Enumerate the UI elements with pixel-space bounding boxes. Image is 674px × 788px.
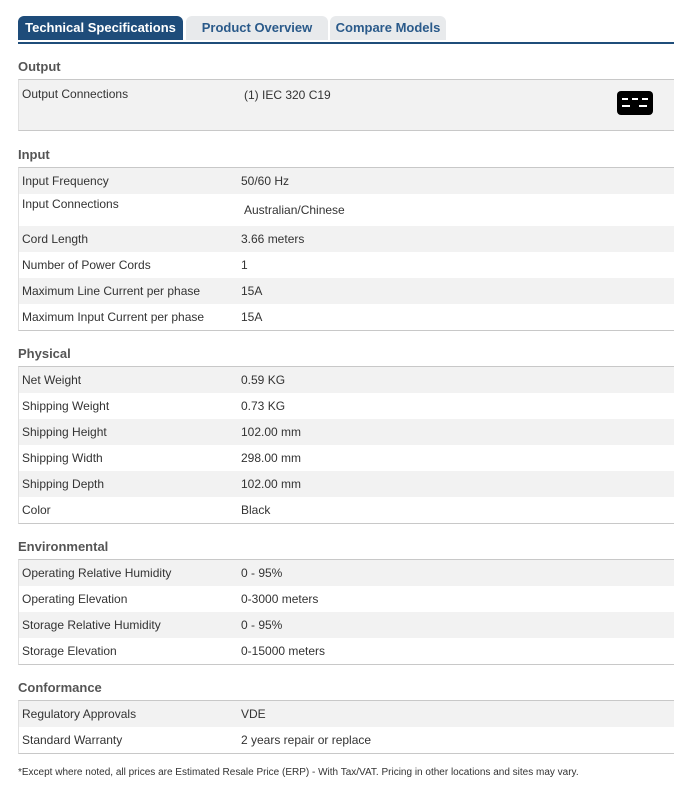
spec-value: 15A	[241, 284, 263, 298]
spec-label: Maximum Input Current per phase	[22, 310, 205, 324]
spec-label: Operating Elevation	[22, 592, 128, 606]
spec-row-storage-humidity	[19, 612, 674, 638]
spec-value: 1	[241, 258, 248, 272]
environmental-table	[18, 559, 674, 665]
spec-label: Shipping Height	[22, 425, 107, 439]
spec-row-number-of-power-cords	[19, 252, 674, 278]
spec-label: Operating Relative Humidity	[22, 566, 172, 580]
spec-value: 0.73 KG	[241, 399, 286, 413]
iec-c19-outlet-icon	[617, 91, 653, 115]
spec-value: Australian/Chinese	[244, 203, 345, 217]
spec-value: 2 years repair or replace	[241, 733, 372, 747]
section-title-input: Input	[18, 147, 50, 162]
input-table	[18, 167, 674, 331]
spec-label: Storage Elevation	[22, 644, 117, 658]
spec-row-standard-warranty	[19, 727, 674, 753]
tab-bar	[18, 16, 674, 44]
spec-value: 0 - 95%	[241, 618, 283, 632]
spec-row-shipping-weight	[19, 393, 674, 419]
tab-compare-models[interactable]: Compare Models	[330, 16, 446, 40]
spec-label: Shipping Weight	[22, 399, 110, 413]
section-title-output: Output	[18, 59, 61, 74]
spec-value: 102.00 mm	[241, 477, 302, 491]
spec-label: Shipping Width	[22, 451, 103, 465]
spec-value: (1) IEC 320 C19	[244, 88, 331, 102]
spec-label: Maximum Line Current per phase	[22, 284, 201, 298]
spec-label: Cord Length	[22, 232, 89, 246]
spec-value: 0.59 KG	[241, 373, 286, 387]
spec-row-regulatory-approvals	[19, 701, 674, 727]
spec-row-max-line-current	[19, 278, 674, 304]
spec-row-operating-humidity	[19, 560, 674, 586]
spec-value: 3.66 meters	[241, 232, 305, 246]
section-title-environmental: Environmental	[18, 539, 109, 554]
spec-row-storage-elevation	[19, 638, 674, 664]
spec-value: 50/60 Hz	[241, 174, 290, 188]
section-title-physical: Physical	[18, 346, 71, 361]
spec-row-operating-elevation	[19, 586, 674, 612]
spec-row-shipping-width	[19, 445, 674, 471]
spec-label: Regulatory Approvals	[22, 707, 137, 721]
spec-row-shipping-height	[19, 419, 674, 445]
spec-row-net-weight	[19, 367, 674, 393]
spec-value: Black	[241, 503, 271, 517]
spec-value: 298.00 mm	[241, 451, 302, 465]
tab-technical-specifications[interactable]: Technical Specifications	[18, 16, 183, 40]
spec-row-input-connections	[19, 194, 674, 226]
spec-value: 0 - 95%	[241, 566, 283, 580]
tab-product-overview[interactable]: Product Overview	[186, 16, 328, 40]
physical-table	[18, 366, 674, 524]
spec-value: 15A	[241, 310, 263, 324]
output-table	[18, 79, 674, 131]
spec-label: Color	[22, 503, 51, 517]
section-title-conformance: Conformance	[18, 680, 102, 695]
spec-value: 0-3000 meters	[241, 592, 319, 606]
spec-row-cord-length	[19, 226, 674, 252]
spec-label: Storage Relative Humidity	[22, 618, 161, 632]
spec-value: VDE	[241, 707, 266, 721]
pricing-footnote: *Except where noted, all prices are Estimated Resale Price (ERP) - With Tax/VAT. Pricing in other locations and sites may vary.	[18, 767, 579, 778]
spec-row-color	[19, 497, 674, 523]
spec-label: Number of Power Cords	[22, 258, 151, 272]
spec-label: Standard Warranty	[22, 733, 123, 747]
spec-value: 0-15000 meters	[241, 644, 326, 658]
spec-label: Shipping Depth	[22, 477, 105, 491]
spec-label: Output Connections	[22, 87, 129, 101]
spec-label: Net Weight	[22, 373, 82, 387]
spec-row-shipping-depth	[19, 471, 674, 497]
spec-label: Input Frequency	[22, 174, 109, 188]
spec-label: Input Connections	[22, 197, 119, 211]
conformance-table	[18, 700, 674, 754]
spec-value: 102.00 mm	[241, 425, 302, 439]
spec-row-output-connections	[19, 80, 674, 130]
spec-row-max-input-current	[19, 304, 674, 330]
